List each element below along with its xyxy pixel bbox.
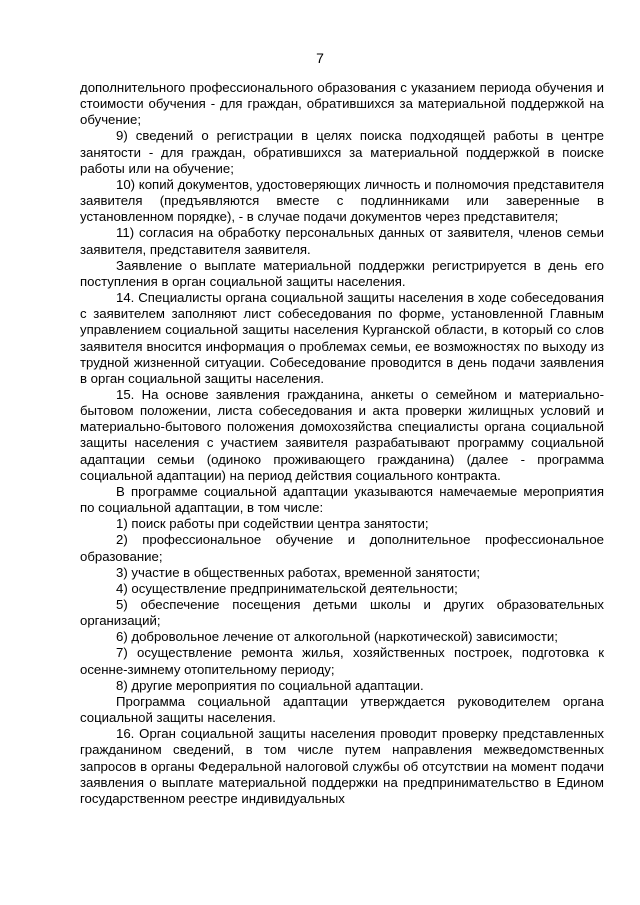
list-item-8: 8) другие мероприятия по социальной адаптации. [116, 677, 424, 693]
paragraph-program-intro: В программе социальной адаптации указываются намечаемые мероприятия по социальной адаптации, в том числе: [80, 483, 604, 516]
paragraph-item-10: 10) копий документов, удостоверяющих личность и полномочия представителя заявителя (предъявляются вместе с подлинниками или заверенные в установленном порядке), - в случае подачи документов через представителя; [80, 176, 604, 225]
list-item-3: 3) участие в общественных работах, временной занятости; [116, 564, 481, 580]
paragraph-section-14: 14. Специалисты органа социальной защиты населения в ходе собеседования с заявителем заполняют лист собеседования по форме, установленной Главным управлением социальной защиты населения Курганской области, в который со слов заявителя вносится информация о проблемах семьи, ее возможностях по выходу из трудной жизненной ситуации. Собеседование проводится в день подачи заявления в орган социальной защиты населения. [80, 290, 604, 386]
list-item-4: 4) осуществление предпринимательской деятельности; [116, 580, 458, 596]
paragraph-item-11: 11) согласия на обработку персональных данных от заявителя, членов семьи заявителя, представителя заявителя. [80, 225, 604, 257]
list-item-2: 2) профессиональное обучение и дополнительное профессиональное образование; [80, 532, 604, 564]
list-item-1: 1) поиск работы при содействии центра занятости; [116, 516, 429, 532]
paragraph-continuation: дополнительного профессионального образования с указанием периода обучения и стоимости обучения - для граждан, обратившихся за материальной поддержкой на обучение; [80, 80, 604, 128]
list-item-7: 7) осуществление ремонта жилья, хозяйственных построек, подготовка к осенне-зимнему отопительному периоду; [80, 645, 604, 677]
list-item-6: 6) добровольное лечение от алкогольной (наркотической) зависимости; [116, 629, 558, 645]
paragraph-registration: Заявление о выплате материальной поддержки регистрируется в день его поступления в орган социальной защиты населения. [80, 257, 604, 289]
paragraph-item-9: 9) сведений о регистрации в целях поиска подходящей работы в центре занятости - для граждан, обратившихся за материальной поддержкой в поиске работы или на обучение; [80, 128, 604, 176]
document-body [80, 80, 604, 807]
paragraph-section-15: 15. На основе заявления гражданина, анкеты о семейном и материально-бытовом положении, листа собеседования и акта проверки жилищных условий и материально-бытового положения домохозяйства специалисты органа социальной защиты населения с участием заявителя разрабатывают программу социальной адаптации семьи (одиноко проживающего гражданина) (далее - программа социальной адаптации) на период действия социального контракта. [80, 386, 604, 483]
page-number: 7 [316, 50, 324, 66]
paragraph-section-16: 16. Орган социальной защиты населения проводит проверку представленных гражданином сведений, в том числе путем направления межведомственных запросов в органы Федеральной налоговой службы об отсутствии на момент подачи заявления о выплате материальной поддержки на предпринимательство в Едином государственном реестре индивидуальных [80, 726, 604, 806]
list-item-5: 5) обеспечение посещения детьми школы и других образовательных организаций; [80, 597, 604, 629]
paragraph-program-approval: Программа социальной адаптации утверждается руководителем органа социальной защиты населения. [80, 693, 604, 726]
